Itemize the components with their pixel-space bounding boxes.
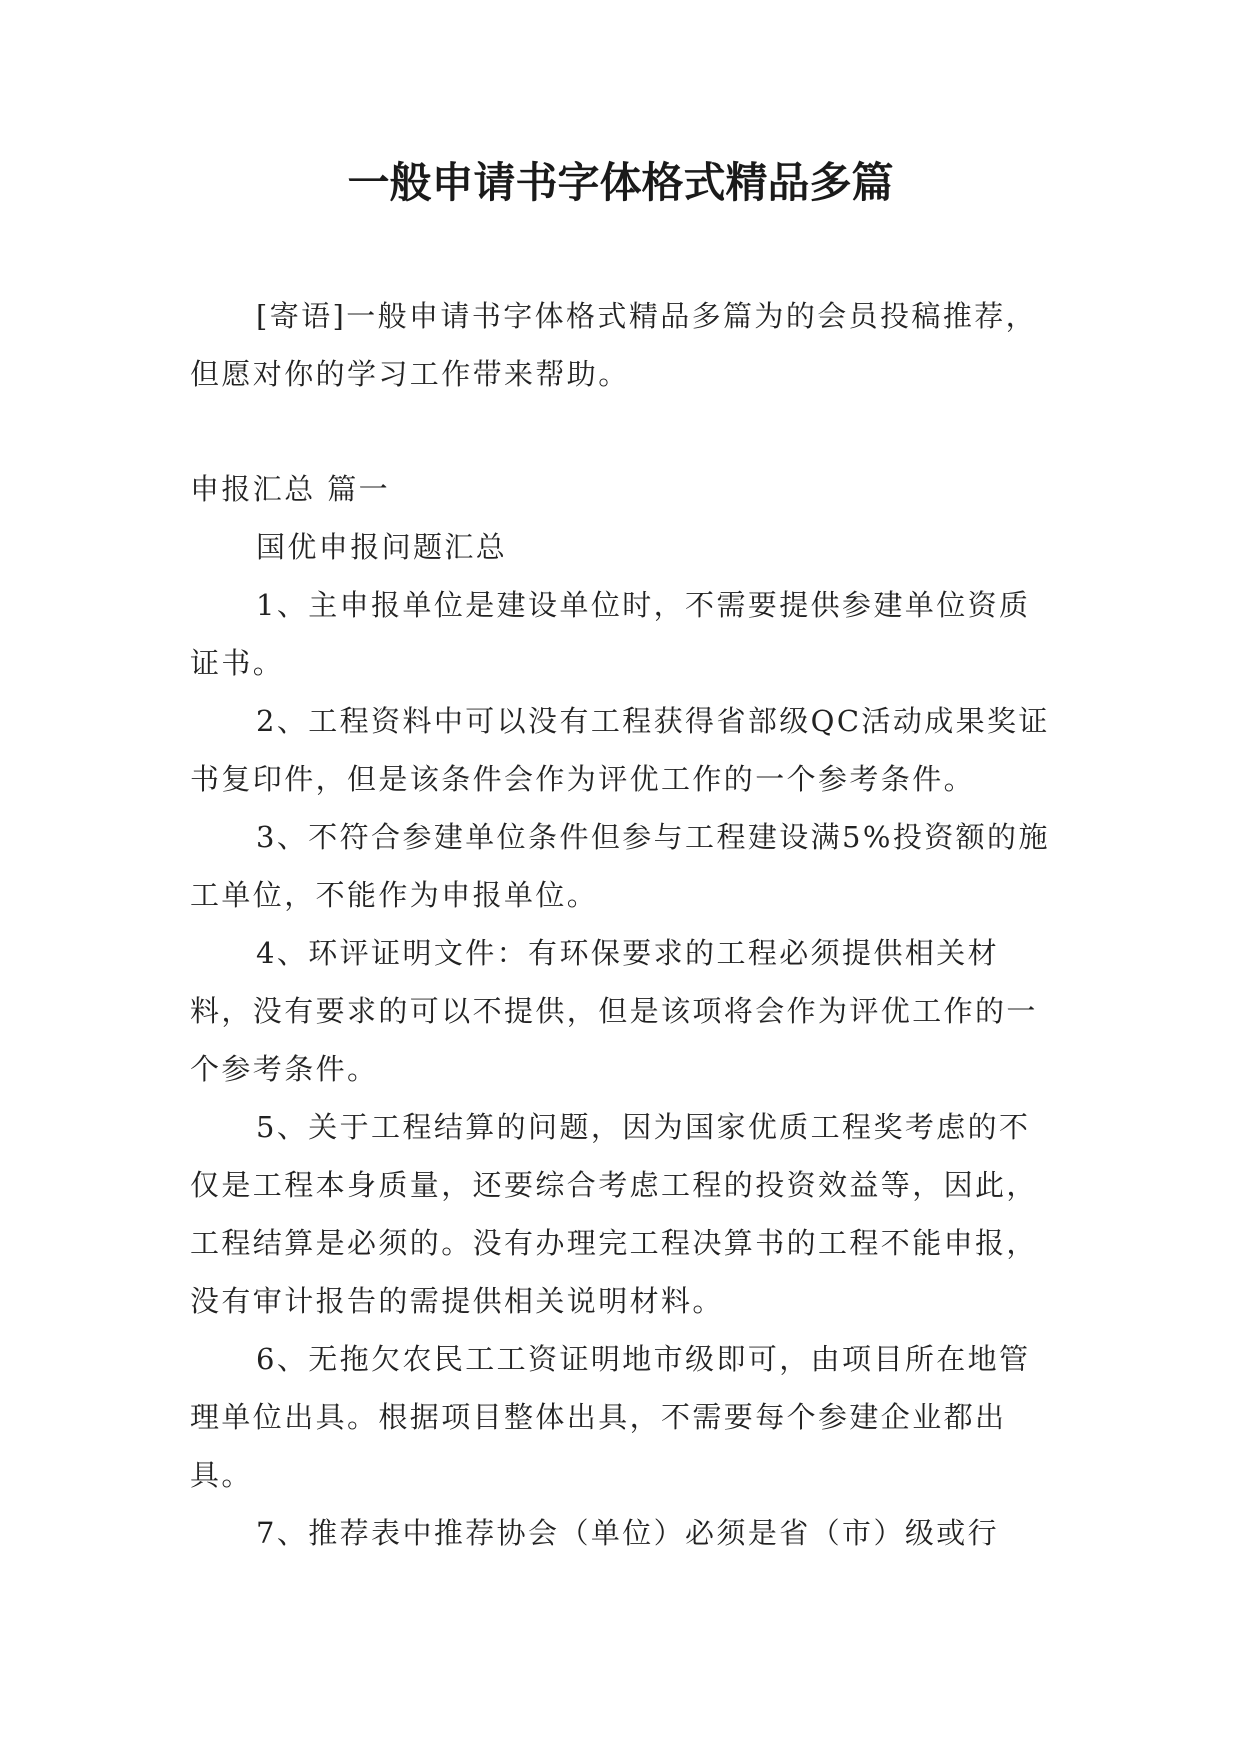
intro-block	[190, 287, 1050, 403]
subheading: 国优申报问题汇总	[256, 530, 508, 564]
list-item: 4、环评证明文件：有环保要求的工程必须提供相关材料，没有要求的可以不提供，但是该项将会作为评优工作的一个参考条件。	[190, 936, 1038, 1086]
list-item: 2、工程资料中可以没有工程获得省部级QC活动成果奖证书复印件，但是该条件会作为评优工作的一个参考条件。	[190, 704, 1050, 796]
intro-paragraph: [寄语]一般申请书字体格式精品多篇为的会员投稿推荐，但愿对你的学习工作带来帮助。	[190, 299, 1038, 391]
section-block	[190, 460, 1050, 1562]
list-item: 3、不符合参建单位条件但参与工程建设满5%投资额的施工单位，不能作为申报单位。	[190, 820, 1050, 912]
list-item: 5、关于工程结算的问题，因为国家优质工程奖考虑的不仅是工程本身质量，还要综合考虑工程的投资效益等，因此，工程结算是必须的。没有办理完工程决算书的工程不能申报，没有审计报告的需提供相关说明材料。	[190, 1110, 1038, 1318]
list-item: 6、无拖欠农民工工资证明地市级即可，由项目所在地管理单位出具。根据项目整体出具，不需要每个参建企业都出具。	[190, 1342, 1031, 1492]
section-heading: 申报汇总 篇一	[190, 472, 391, 506]
document-title: 一般申请书字体格式精品多篇	[347, 158, 894, 207]
list-item: 7、推荐表中推荐协会（单位）必须是省（市）级或行	[256, 1516, 1000, 1550]
list-item: 1、主申报单位是建设单位时，不需要提供参建单位资质证书。	[190, 588, 1031, 680]
